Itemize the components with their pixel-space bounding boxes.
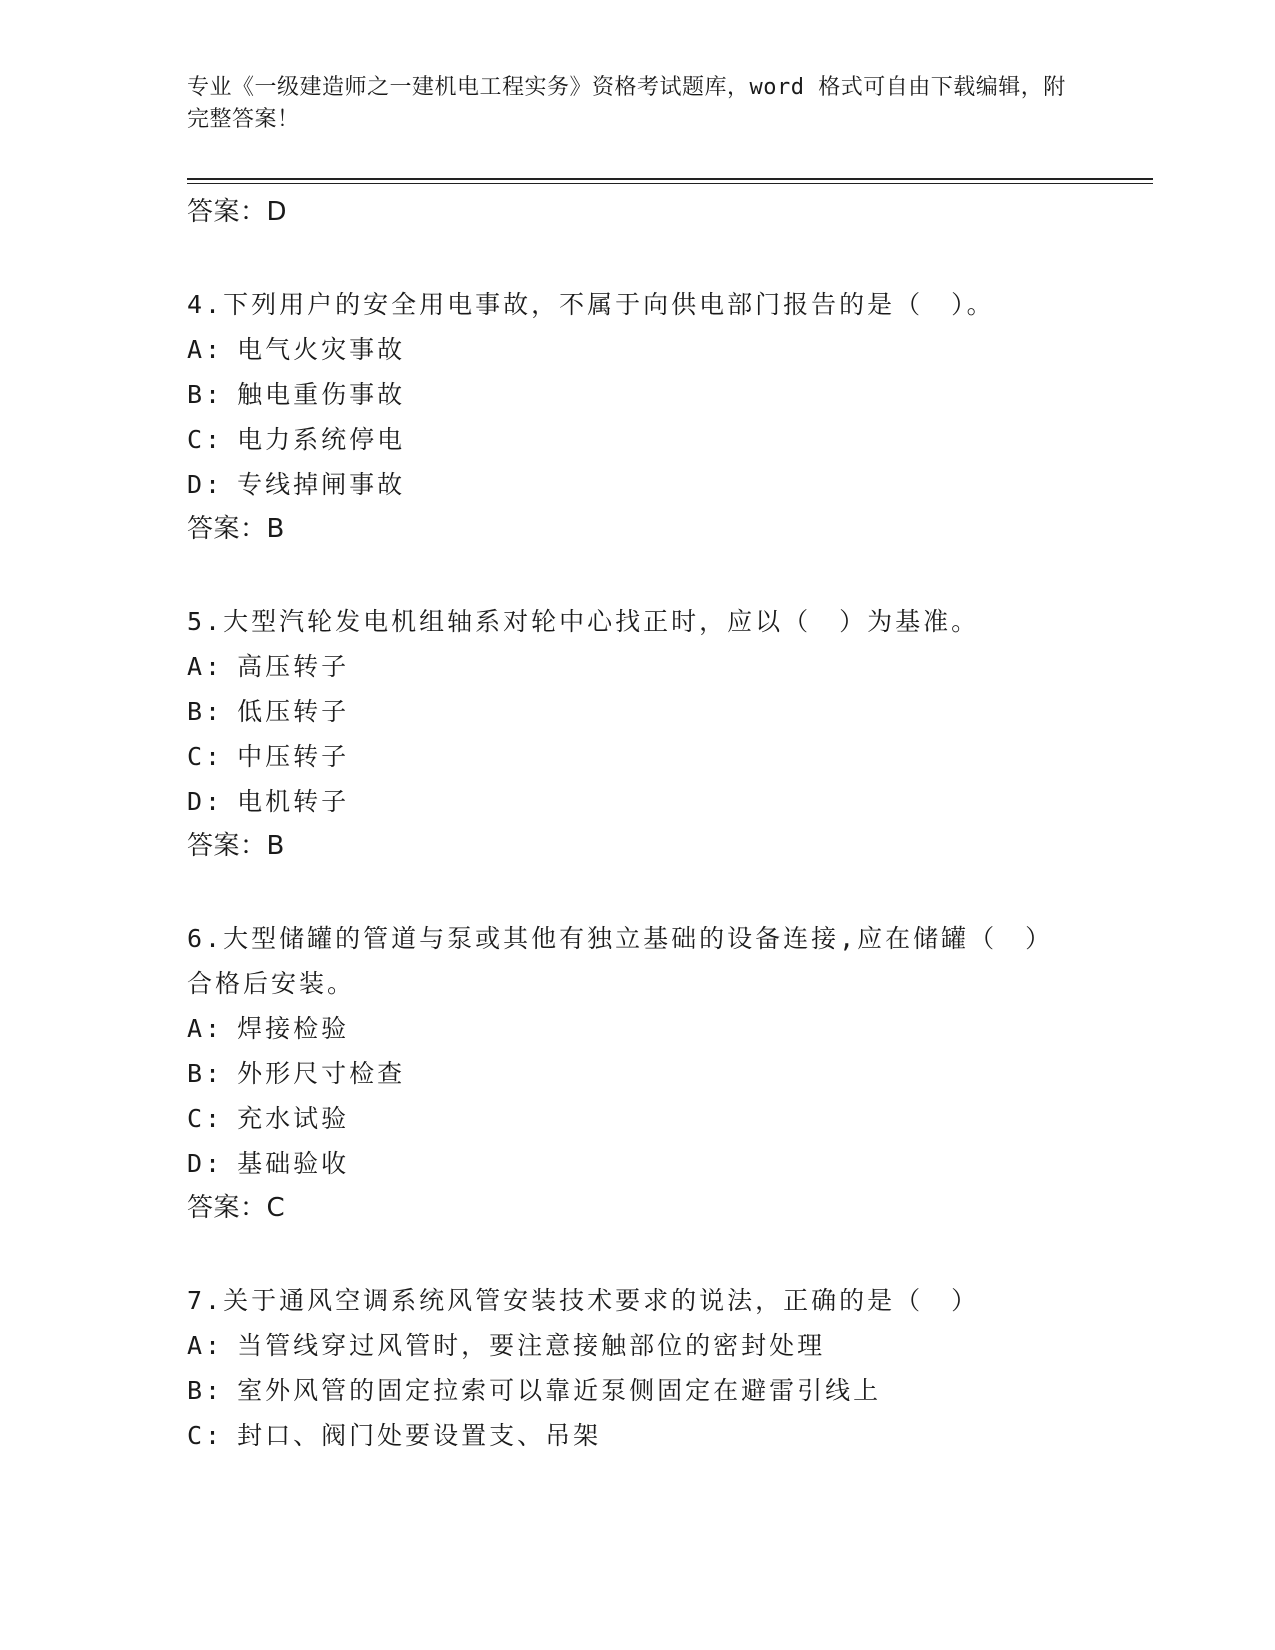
option-item	[187, 779, 1067, 824]
option-item	[187, 1323, 1067, 1368]
option-item	[187, 462, 1067, 507]
question-stem: 合格后安装。	[187, 969, 356, 998]
question-number: 7.	[187, 1286, 224, 1315]
option-letter: A:	[187, 652, 224, 681]
option-text: 室外风管的固定拉索可以靠近泵侧固定在避雷引线上	[237, 1376, 882, 1405]
option-letter: C:	[187, 1104, 224, 1133]
option-text: 中压转子	[237, 742, 350, 771]
option-text: 电机转子	[237, 787, 350, 816]
option-text: 当管线穿过风管时，要注意接触部位的密封处理	[237, 1331, 826, 1360]
option-item	[187, 689, 1067, 734]
answer-line	[187, 190, 1067, 234]
question-text	[187, 1278, 1067, 1323]
option-text: 低压转子	[237, 697, 350, 726]
option-letter: A:	[187, 335, 224, 364]
header-text: 专业《一级建造师之一建机电工程实务》资格考试题库，word 格式可自由下载编辑，附完整答案！	[187, 75, 1066, 132]
question-text	[187, 599, 1067, 644]
question-text	[187, 282, 1067, 327]
answer-value: B	[266, 514, 285, 544]
option-text: 外形尺寸检查	[237, 1059, 406, 1088]
option-item	[187, 1413, 1067, 1458]
answer-value: B	[266, 831, 285, 861]
option-letter: C:	[187, 742, 224, 771]
option-letter: A:	[187, 1014, 224, 1043]
answer-label: 答案：	[187, 1193, 267, 1223]
question-stem: 关于通风空调系统风管安装技术要求的说法，正确的是（ ）	[223, 1286, 980, 1315]
question-stem: 大型储罐的管道与泵或其他有独立基础的设备连接,应在储罐（ ）	[223, 924, 1054, 953]
answer-value: C	[266, 1193, 286, 1223]
question-block	[187, 916, 1067, 1230]
option-text: 电气火灾事故	[237, 335, 406, 364]
question-list	[187, 190, 1067, 1506]
option-letter: D:	[187, 470, 224, 499]
question-stem: 下列用户的安全用电事故，不属于向供电部门报告的是（ ）。	[223, 290, 995, 319]
option-text: 充水试验	[237, 1104, 350, 1133]
question-text	[187, 961, 1067, 1006]
option-letter: B:	[187, 1376, 224, 1405]
option-item	[187, 734, 1067, 779]
question-block	[187, 1278, 1067, 1458]
answer-value: D	[266, 197, 288, 227]
question-stem: 大型汽轮发电机组轴系对轮中心找正时，应以（ ）为基准。	[223, 607, 980, 636]
option-text: 触电重伤事故	[237, 380, 406, 409]
option-item	[187, 644, 1067, 689]
option-letter: C:	[187, 425, 224, 454]
option-item	[187, 1096, 1067, 1141]
option-letter: B:	[187, 697, 224, 726]
answer-line	[187, 1186, 1067, 1230]
option-text: 高压转子	[237, 652, 350, 681]
option-letter: B:	[187, 380, 224, 409]
option-text: 电力系统停电	[237, 425, 406, 454]
option-item	[187, 372, 1067, 417]
option-text: 焊接检验	[237, 1014, 350, 1043]
question-number: 6.	[187, 924, 224, 953]
answer-line	[187, 824, 1067, 868]
option-letter: D:	[187, 787, 224, 816]
option-letter: D:	[187, 1149, 224, 1178]
question-number: 4.	[187, 290, 224, 319]
header-divider	[187, 178, 1153, 180]
option-item	[187, 1006, 1067, 1051]
option-letter: A:	[187, 1331, 224, 1360]
answer-label: 答案：	[187, 197, 267, 227]
document-header	[187, 72, 1067, 136]
question-block	[187, 282, 1067, 551]
answer-label: 答案：	[187, 831, 267, 861]
option-letter: B:	[187, 1059, 224, 1088]
option-item	[187, 1368, 1067, 1413]
question-block	[187, 599, 1067, 868]
header-divider-thin	[187, 183, 1153, 184]
option-text: 专线掉闸事故	[237, 470, 406, 499]
question-number: 5.	[187, 607, 224, 636]
option-letter: C:	[187, 1421, 224, 1450]
answer-line	[187, 507, 1067, 551]
question-text	[187, 916, 1067, 961]
option-item	[187, 327, 1067, 372]
option-item	[187, 1141, 1067, 1186]
option-item	[187, 417, 1067, 462]
option-item	[187, 1051, 1067, 1096]
option-text: 基础验收	[237, 1149, 350, 1178]
answer-label: 答案：	[187, 514, 267, 544]
option-text: 封口、阀门处要设置支、吊架	[237, 1421, 602, 1450]
